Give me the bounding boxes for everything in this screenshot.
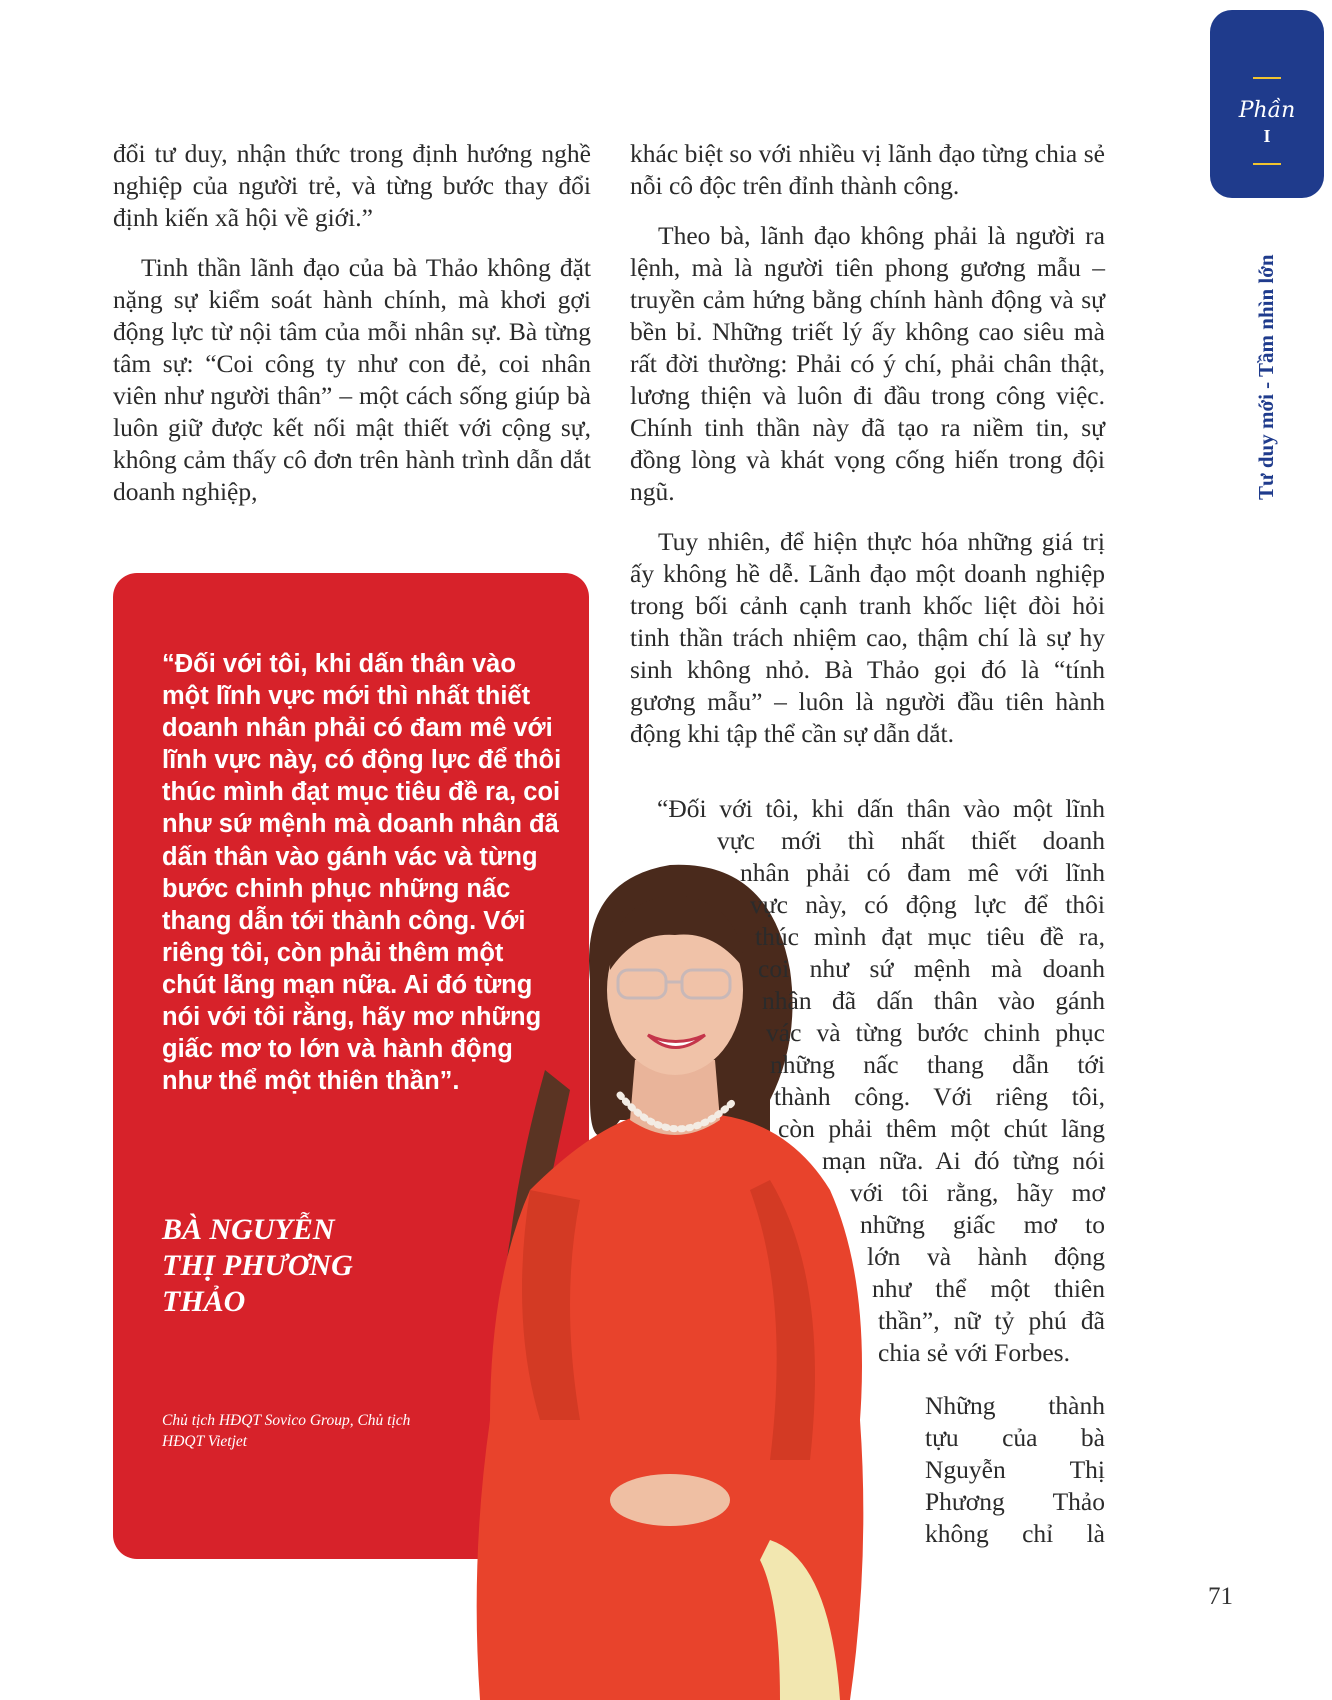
text-line: vực này, có động lực để thôi — [750, 890, 1105, 919]
text-line: Nguyễn Thị — [925, 1455, 1105, 1484]
right-column — [630, 138, 1105, 768]
author-role: Chủ tịch HĐQT Sovico Group, Chủ tịch HĐQT Vietjet — [162, 1412, 411, 1450]
author-name: BÀ NGUYỄN THỊ PHƯƠNG THẢO — [162, 1213, 353, 1318]
left-column — [113, 138, 591, 526]
paragraph: Tuy nhiên, để hiện thực hóa những giá trị ấy không hề dễ. Lãnh đạo một doanh nghiệp trong bối cảnh cạnh tranh khốc liệt đòi hỏi tinh thần trách nhiệm cao, thậm chí là sự hy sinh không nhỏ. Bà Thảo gọi đó là “tính gương mẫu” – luôn là người đầu tiên hành động khi tập thể cần sự dẫn dắt. — [630, 527, 1105, 748]
text-line: Những thành — [925, 1391, 1105, 1420]
text-line: mạn nữa. Ai đó từng nói — [822, 1146, 1105, 1175]
text-line: những nấc thang dẫn tới — [770, 1050, 1105, 1079]
paragraph: đổi tư duy, nhận thức trong định hướng nghề nghiệp của người trẻ, và từng bước thay đổi định kiến xã hội về giới.” — [113, 139, 591, 232]
tab-part-number: I — [1263, 126, 1271, 146]
text-line: thần”, nữ tỷ phú đã — [878, 1306, 1105, 1335]
tab-rule-bottom — [1253, 163, 1281, 165]
text-line: coi như sứ mệnh mà doanh — [758, 954, 1105, 983]
text-line: lớn và hành động — [867, 1242, 1105, 1271]
tab-rule-top — [1253, 77, 1281, 79]
page-number: 71 — [1208, 1583, 1233, 1610]
tab-part-label: Phần — [1238, 98, 1296, 123]
text-line: “Đối với tôi, khi dấn thân vào một lĩnh — [657, 794, 1105, 823]
text-line: Phương Thảo — [925, 1487, 1105, 1516]
text-line: như thể một thiên — [872, 1274, 1105, 1303]
paragraph: Tinh thần lãnh đạo của bà Thảo không đặt nặng sự kiểm soát hành chính, mà khơi gợi động lực từ nội tâm của mỗi nhân sự. Bà từng tâm sự: “Coi công ty như con đẻ, coi nhân viên như người thân” – một cách sống giúp bà luôn giữ được kết nối mật thiết với cộng sự, không cảm thấy cô đơn trên hành trình dẫn dắt doanh nghiệp, — [113, 253, 591, 506]
text-line: thúc mình đạt mục tiêu đề ra, — [755, 922, 1105, 951]
text-line: vực mới thì nhất thiết doanh — [717, 826, 1105, 855]
text-line: những giấc mơ to — [860, 1210, 1105, 1239]
text-line: với tôi rằng, hãy mơ — [850, 1178, 1105, 1207]
paragraph: Theo bà, lãnh đạo không phải là người ra lệnh, mà là người tiên phong gương mẫu – truyền cảm hứng bằng chính hành động và sự bền bỉ. Những triết lý ấy không cao siêu mà rất đời thường: Phải có ý chí, phải chân thật, lương thiện và luôn đi đầu trong công việc. Chính tinh thần này đã tạo ra niềm tin, sự đồng lòng và khát vọng cống hiến trong đội ngũ. — [630, 221, 1105, 506]
text-line: còn phải thêm một chút lãng — [778, 1114, 1105, 1143]
text-line: tựu của bà — [925, 1423, 1105, 1452]
text-line: chia sẻ với Forbes. — [878, 1338, 1070, 1367]
text-line: không chỉ là — [925, 1519, 1105, 1548]
section-tab — [1210, 10, 1324, 198]
pull-quote-text: “Đối với tôi, khi dấn thân vào một lĩnh vực mới thì nhất thiết doanh nhân phải có đam mê với lĩnh vực này, có động lực để thôi thúc mình đạt mục tiêu đề ra, coi như sứ mệnh mà doanh nhân đã dấn thân vào gánh vác và từng bước chinh phục những nấc thang dẫn tới thành công. Với riêng tôi, còn phải thêm một chút lãng mạn nữa. Ai đó từng nói với tôi rằng, hãy mơ những giấc mơ to lớn và hành động như thể một thiên thần”. — [162, 650, 562, 1096]
text-line: nhân đã dấn thân vào gánh — [762, 986, 1105, 1015]
running-header: Tư duy mới - Tầm nhìn lớn — [1254, 254, 1278, 500]
paragraph: khác biệt so với nhiều vị lãnh đạo từng chia sẻ nỗi cô độc trên đỉnh thành công. — [630, 139, 1105, 200]
text-line: nhân phải có đam mê với lĩnh — [740, 858, 1105, 887]
text-line: vác và từng bước chinh phục — [766, 1018, 1105, 1047]
text-line: thành công. Với riêng tôi, — [774, 1082, 1105, 1111]
